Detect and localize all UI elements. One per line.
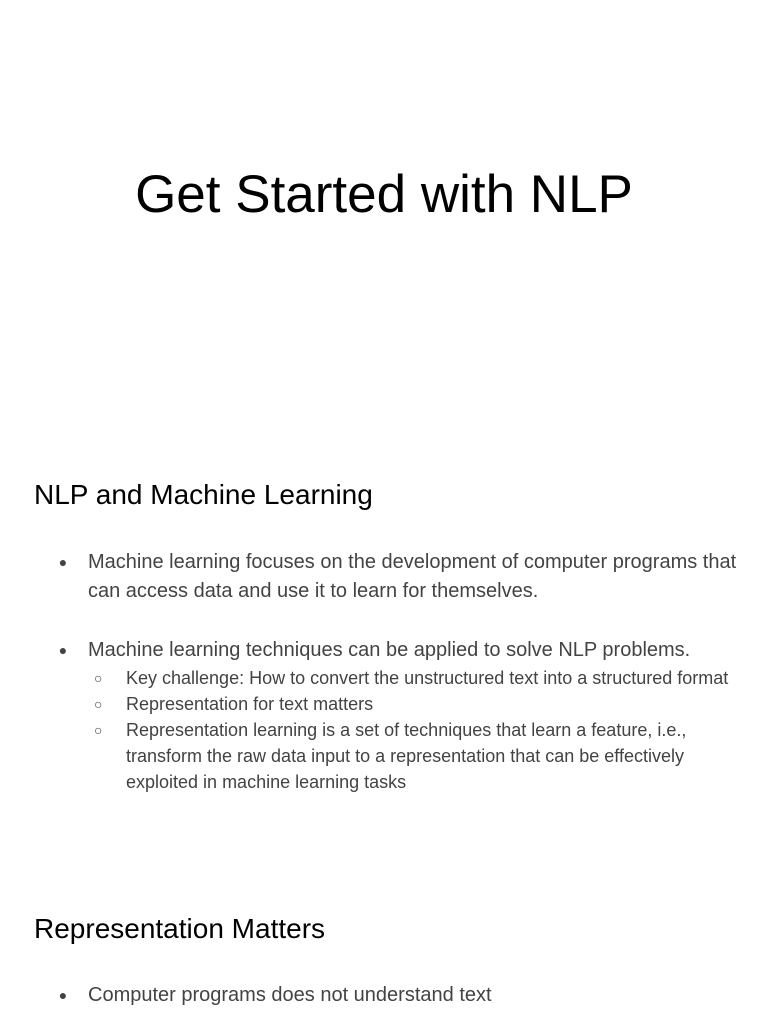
bullet-icon: ● xyxy=(58,987,68,1003)
sub-bullet-text: Representation learning is a set of techniques that learn a feature, i.e., transform the raw data input to a representation that can be effectively exploited in machine learning tasks xyxy=(126,720,687,792)
title-slide xyxy=(0,0,768,420)
hollow-bullet-icon: ○ xyxy=(94,722,103,738)
sub-bullet-list xyxy=(88,665,744,795)
page-title: Get Started with NLP xyxy=(135,165,633,224)
list-item xyxy=(0,636,768,795)
sub-list-item xyxy=(88,717,744,795)
bullet-list xyxy=(0,548,768,795)
bullet-list xyxy=(0,981,768,1010)
bullet-text: Machine learning focuses on the development of computer programs that can access data and use it to learn for themselves. xyxy=(88,551,737,602)
hollow-bullet-icon: ○ xyxy=(94,696,103,712)
hollow-bullet-icon: ○ xyxy=(94,670,103,686)
bullet-text: Computer programs does not understand text xyxy=(88,984,492,1006)
list-item xyxy=(0,548,768,606)
bullet-icon: ● xyxy=(58,642,68,658)
list-item xyxy=(0,981,768,1010)
sub-bullet-text: Key challenge: How to convert the unstructured text into a structured format xyxy=(126,668,729,688)
sub-list-item xyxy=(88,665,744,691)
bullet-text: Machine learning techniques can be applied to solve NLP problems. xyxy=(88,639,691,661)
section-heading: NLP and Machine Learning xyxy=(34,479,373,510)
sub-bullet-text: Representation for text matters xyxy=(126,694,374,714)
sub-list-item xyxy=(88,691,744,717)
bullet-icon: ● xyxy=(58,554,68,570)
section-heading: Representation Matters xyxy=(34,913,326,944)
